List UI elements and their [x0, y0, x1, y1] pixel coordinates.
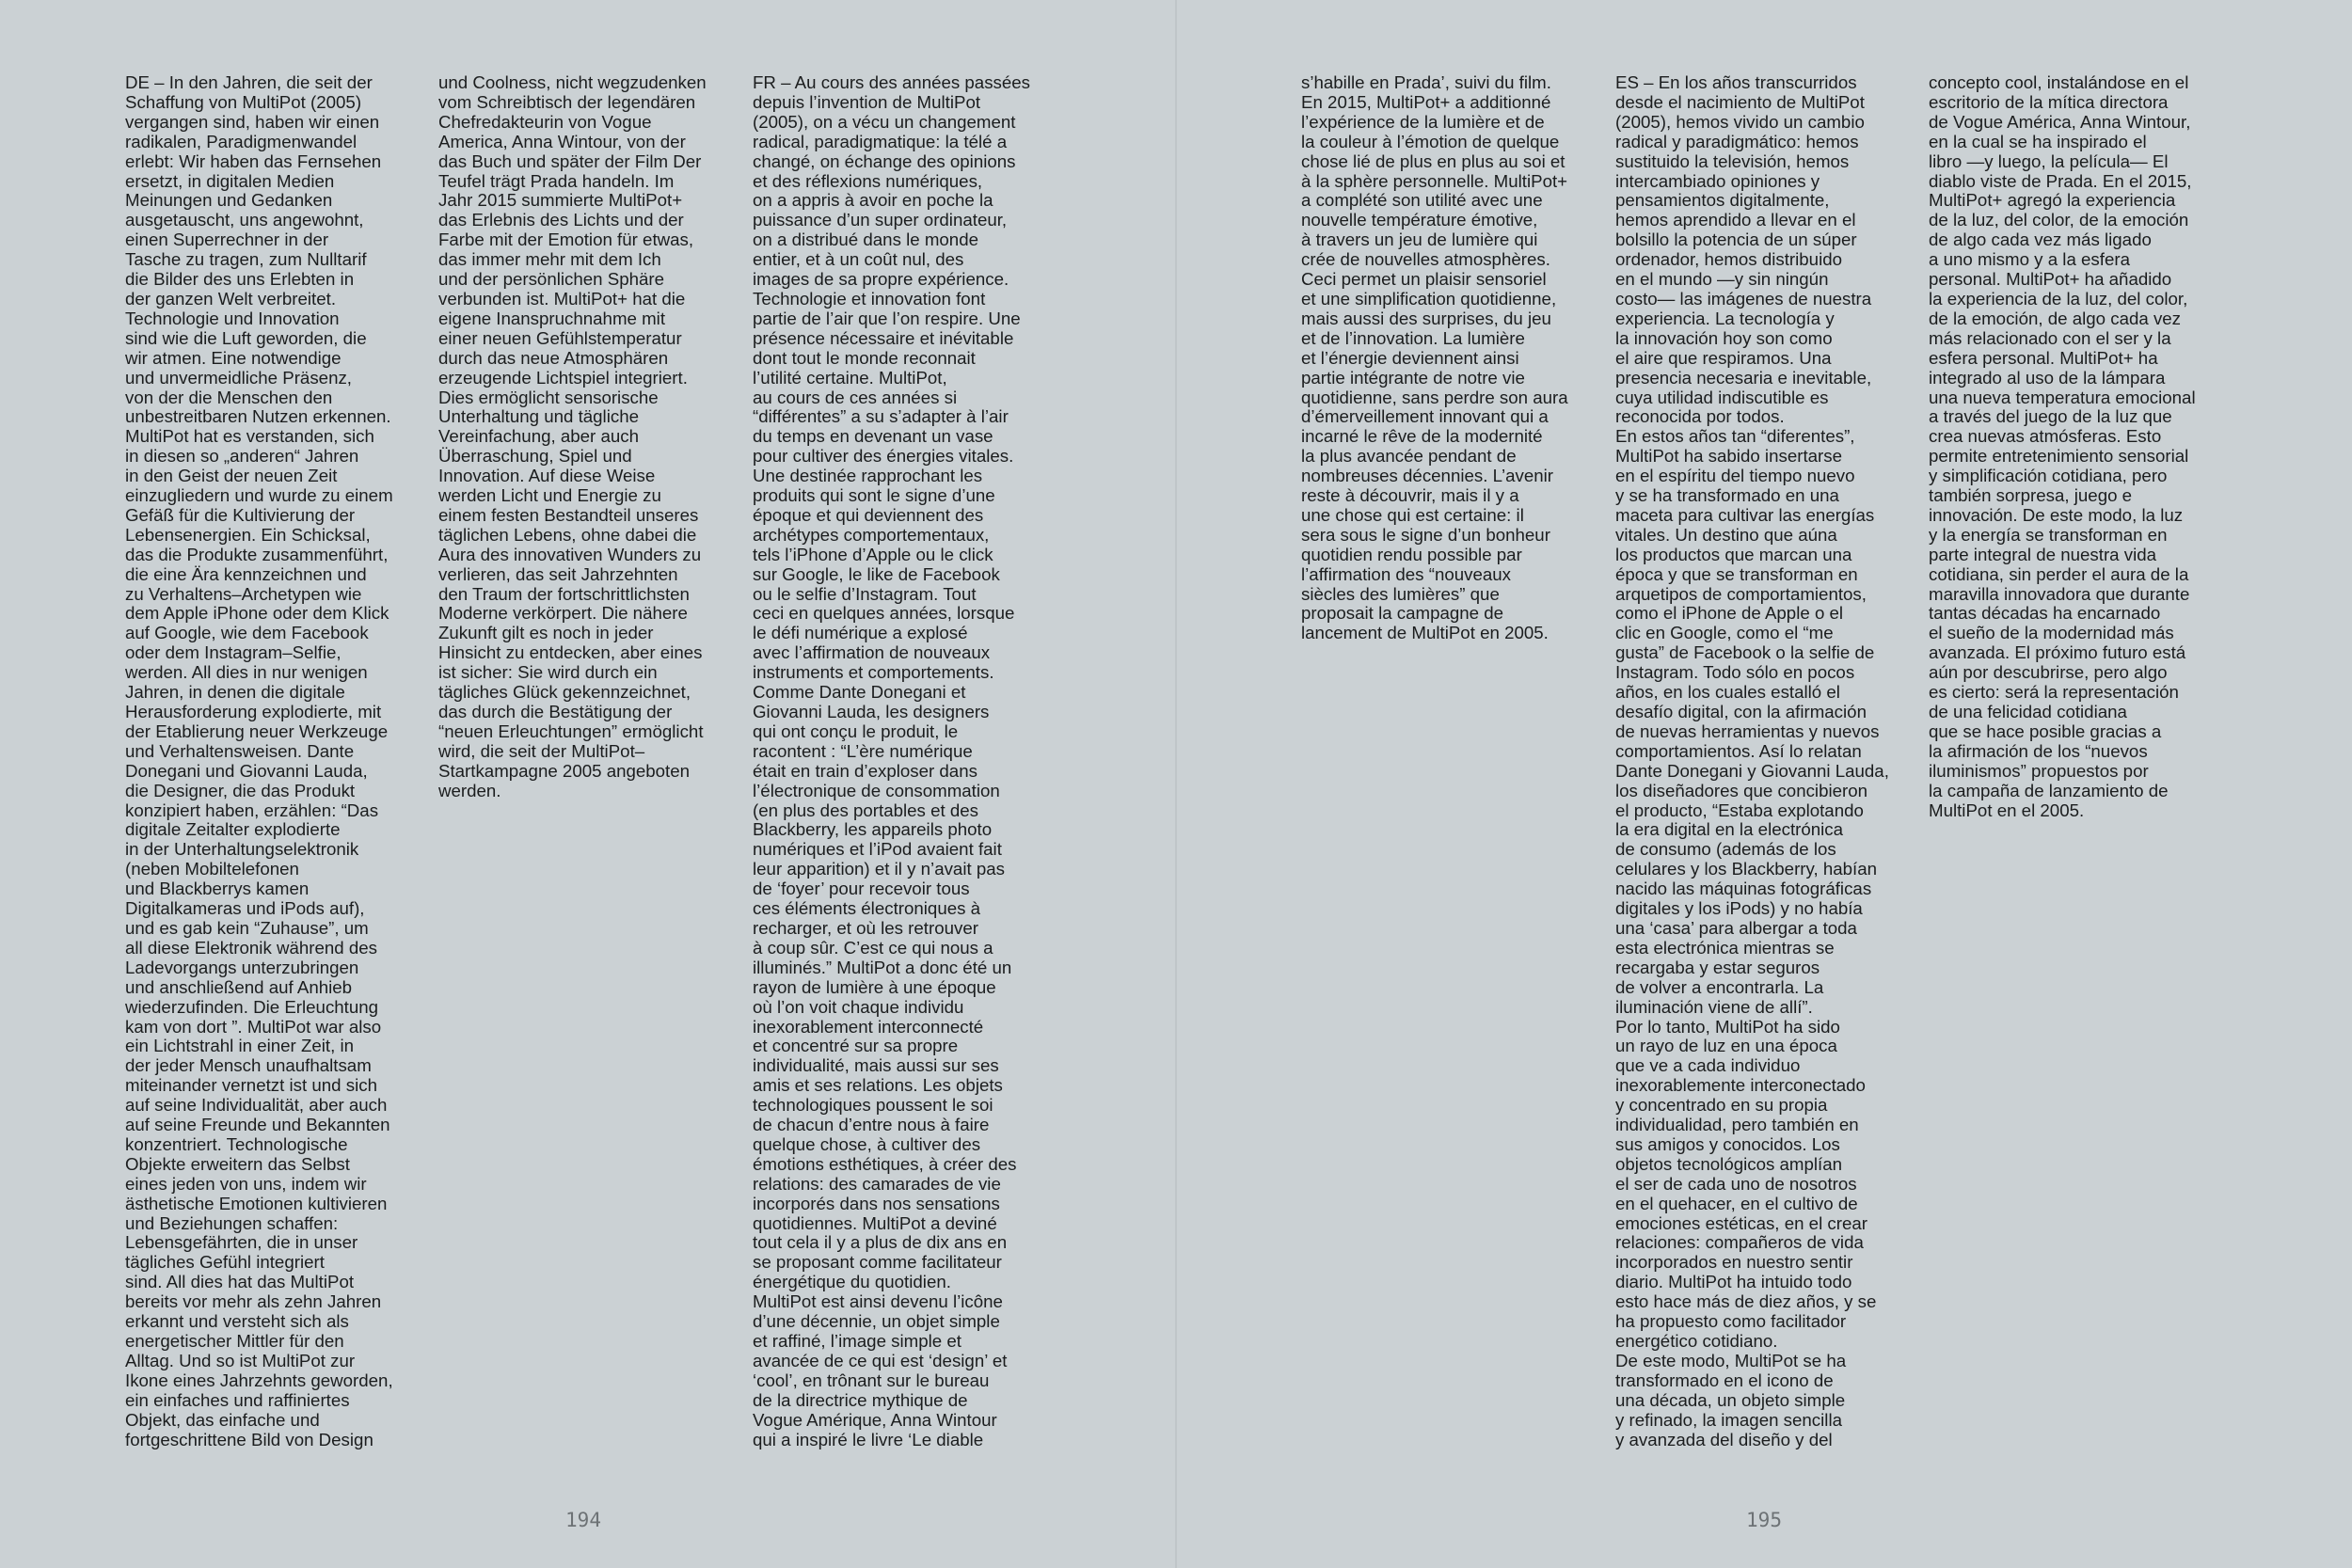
german-text-column-2: und Coolness, nicht wegzudenken vom Schreibtisch der legendären Chefredakteurin von Vogue America, Anna Wintour, von der das Buch und später der Film Der Teufel trägt Prada handeln. Im Jahr 2015 summierte MultiPot+ das Erlebnis des Lichts und der Farbe mit der Emotion für etwas, das immer mehr mit dem Ich und der persönlichen Sphäre verbunden ist. MultiPot+ hat die eigene Inanspruchnahme mit einer neuen Gefühlstemperatur durch das neue Atmosphären erzeugende Lichtspiel integriert. Dies ermöglicht sensorische Unterhaltung und tägliche Vereinfachung, aber auch Überraschung, Spiel und Innovation. Auf diese Weise werden Licht und Energie zu einem festen Bestandteil unseres täglichen Lebens, ohne dabei die Aura des innovativen Wunders zu verlieren, das seit Jahrzehnten den Traum der fortschrittlichsten Moderne verkörpert. Die nähere Zukunft gilt es noch in jeder Hinsicht zu entdecken, aber eines ist sicher: Sie wird durch ein tägliches Glück gekennzeichnet, das durch die Bestätigung der “neuen Erleuchtungen” ermöglicht wird, die seit der MultiPot– Startkampagne 2005 angeboten werden.	[438, 72, 707, 800]
spanish-text-column-1: ES – En los años transcurridos desde el nacimiento de MultiPot (2005), hemos vivido un cambio radical y paradigmático: hemos sustituido la televisión, hemos intercambiado opiniones y pensamientos digitalmente, hemos aprendido a llevar en el bolsillo la potencia de un súper ordenador, hemos distribuido en el mundo —y sin ningún costo— las imágenes de nuestra experiencia. La tecnología y la innovación hoy son como el aire que respiramos. Una presencia necesaria e inevitable, cuya utilidad indiscutible es reconocida por todos. En estos años tan “diferentes”, MultiPot ha sabido insertarse en el espíritu del tiempo nuevo y se ha transformado en una maceta para cultivar las energías vitales. Un destino que aúna los productos que marcan una época y que se transforman en arquetipos de comportamientos, como el iPhone de Apple o el clic en Google, como el “me gusta” de Facebook o la selfie de Instagram. Todo sólo en pocos años, en los cuales estalló el desafío digital, con la afirmación de nuevas herramientas y nuevos comportamientos. Así lo relatan Dante Donegani y Giovanni Lauda, los diseñadores que concibieron el producto, “Estaba explotando la era digital en la electrónica de consumo (además de los celulares y los Blackberry, habían nacido las máquinas fotográficas digitales y los iPods) y no había una ‘casa’ para albergar a toda esta electrónica mientras se recargaba y estar seguros de volver a encontrarla. La iluminación viene de allí”. Por lo tanto, MultiPot ha sido un rayo de luz en una época que ve a cada individuo inexorablemente interconectado y concentrado en su propia individualidad, pero también en sus amigos y conocidos. Los objetos tecnológicos amplían el ser de cada uno de nosotros en el quehacer, en el cultivo de emociones estéticas, en el crear relaciones: compañeros de vida incorporados en nuestro sentir diario. MultiPot ha intuido todo esto hace más de diez años, y se ha propuesto como facilitador energético cotidiano. De este modo, MultiPot se ha transformado en el icono de una década, un objeto simple y refinado, la imagen sencilla y avanzada del diseño y del	[1615, 72, 1889, 1449]
right-page	[1177, 0, 2352, 1568]
french-text-column-1: FR – Au cours des années passées depuis l’invention de MultiPot (2005), on a vécu un changement radical, paradigmatique: la télé a changé, on échange des opinions et des réflexions numériques, on a appris à avoir en poche la puissance d’un super ordinateur, on a distribué dans le monde entier, et à un coût nul, des images de sa propre expérience. Technologie et innovation font partie de l’air que l’on respire. Une présence nécessaire et inévitable dont tout le monde reconnait l’utilité certaine. MultiPot, au cours de ces années si “différentes” a su s’adapter à l’air du temps en devenant un vase pour cultiver des énergies vitales. Une destinée rapprochant les produits qui sont le signe d’une époque et qui deviennent des archétypes comportementaux, tels l’iPhone d’Apple ou le click sur Google, le like de Facebook ou le selfie d’Instagram. Tout ceci en quelques années, lorsque le défi numérique a explosé avec l’affirmation de nouveaux instruments et comportements. Comme Dante Donegani et Giovanni Lauda, les designers qui ont conçu le produit, le racontent : “L’ère numérique était en train d’exploser dans l’électronique de consommation (en plus des portables et des Blackberry, les appareils photo numériques et l’iPod avaient fait leur apparition) et il y n’avait pas de ‘foyer’ pour recevoir tous ces éléments électroniques à recharger, et où les retrouver à coup sûr. C’est ce qui nous a illuminés.” MultiPot a donc été un rayon de lumière à une époque où l’on voit chaque individu inexorablement interconnecté et concentré sur sa propre individualité, mais aussi sur ses amis et ses relations. Les objets technologiques poussent le soi de chacun d’entre nous à faire quelque chose, à cultiver des émotions esthétiques, à créer des relations: des camarades de vie incorporés dans nos sensations quotidiennes. MultiPot a deviné tout cela il y a plus de dix ans en se proposant comme facilitateur énergétique du quotidien. MultiPot est ainsi devenu l’icône d’une décennie, un objet simple et raffiné, l’image simple et avancée de ce qui est ‘design’ et ‘cool’, en trônant sur le bureau de la directrice mythique de Vogue Amérique, Anna Wintour qui a inspiré le livre ‘Le diable	[753, 72, 1031, 1449]
page-number-left: 194	[565, 1509, 601, 1531]
page-number-right: 195	[1746, 1509, 1782, 1531]
german-text-column-1: DE – In den Jahren, die seit der Schaffung von MultiPot (2005) vergangen sind, haben wir einen radikalen, Paradigmenwandel erlebt: Wir haben das Fernsehen ersetzt, in digitalen Medien Meinungen und Gedanken ausgetauscht, uns angewohnt, einen Superrechner in der Tasche zu tragen, zum Nulltarif die Bilder des uns Erlebten in der ganzen Welt verbreitet. Technologie und Innovation sind wie die Luft geworden, die wir atmen. Eine notwendige und unvermeidliche Präsenz, von der die Menschen den unbestreitbaren Nutzen erkennen. MultiPot hat es verstanden, sich in diesen so „anderen“ Jahren in den Geist der neuen Zeit einzugliedern und wurde zu einem Gefäß für die Kultivierung der Lebensenergien. Ein Schicksal, das die Produkte zusammenführt, die eine Ära kennzeichnen und zu Verhaltens–Archetypen wie dem Apple iPhone oder dem Klick auf Google, wie dem Facebook oder dem Instagram–Selfie, werden. All dies in nur wenigen Jahren, in denen die digitale Herausforderung explodierte, mit der Etablierung neuer Werkzeuge und Verhaltensweisen. Dante Donegani und Giovanni Lauda, die Designer, die das Produkt konzipiert haben, erzählen: “Das digitale Zeitalter explodierte in der Unterhaltungselektronik (neben Mobiltelefonen und Blackberrys kamen Digitalkameras und iPods auf), und es gab kein “Zuhause”, um all diese Elektronik während des Ladevorgangs unterzubringen und anschließend auf Anhieb wiederzufinden. Die Erleuchtung kam von dort ”. MultiPot war also ein Lichtstrahl in einer Zeit, in der jeder Mensch unaufhaltsam miteinander vernetzt ist und sich auf seine Individualität, aber auch auf seine Freunde und Bekannten konzentriert. Technologische Objekte erweitern das Selbst eines jeden von uns, indem wir ästhetische Emotionen kultivieren und Beziehungen schaffen: Lebensgefährten, die in unser tägliches Gefühl integriert sind. All dies hat das MultiPot bereits vor mehr als zehn Jahren erkannt und versteht sich als energetischer Mittler für den Alltag. Und so ist MultiPot zur Ikone eines Jahrzehnts geworden, ein einfaches und raffiniertes Objekt, das einfache und fortgeschrittene Bild von Design	[125, 72, 393, 1449]
spanish-text-column-2: concepto cool, instalándose en el escritorio de la mítica directora de Vogue América, Anna Wintour, en la cual se ha inspirado el libro —y luego, la película— El diablo viste de Prada. En el 2015, MultiPot+ agregó la experiencia de la luz, del color, de la emoción de algo cada vez más ligado a uno mismo y a la esfera personal. MultiPot+ ha añadido la experiencia de la luz, del color, de la emoción, de algo cada vez más relacionado con el ser y la esfera personal. MultiPot+ ha integrado al uso de la lámpara una nueva temperatura emocional a través del juego de la luz que crea nuevas atmósferas. Esto permite entretenimiento sensorial y simplificación cotidiana, pero también sorpresa, juego e innovación. De este modo, la luz y la energía se transforman en parte integral de nuestra vida cotidiana, sin perder el aura de la maravilla innovadora que durante tantas décadas ha encarnado el sueño de la modernidad más avanzada. El próximo futuro está aún por descubrirse, pero algo es cierto: será la representación de una felicidad cotidiana que se hace posible gracias a la afirmación de los “nuevos iluminismos” propuestos por la campaña de lanzamiento de MultiPot en el 2005.	[1929, 72, 2196, 820]
left-page	[0, 0, 1175, 1568]
french-text-column-2: s’habille en Prada’, suivi du film. En 2015, MultiPot+ a additionné l’expérience de la lumière et de la couleur à l’émotion de quelque chose lié de plus en plus au soi et à la sphère personnelle. MultiPot+ a complété son utilité avec une nouvelle température émotive, à travers un jeu de lumière qui crée de nouvelles atmosphères. Ceci permet un plaisir sensoriel et une simplification quotidienne, mais aussi des surprises, du jeu et de l’innovation. La lumière et l’énergie deviennent ainsi partie intégrante de notre vie quotidienne, sans perdre son aura d’émerveillement innovant qui a incarné le rêve de la modernité la plus avancée pendant de nombreuses décennies. L’avenir reste à découvrir, mais il y a une chose qui est certaine: il sera sous le signe d’un bonheur quotidien rendu possible par l’affirmation des “nouveaux siècles des lumières” que proposait la campagne de lancement de MultiPot en 2005.	[1301, 72, 1568, 643]
